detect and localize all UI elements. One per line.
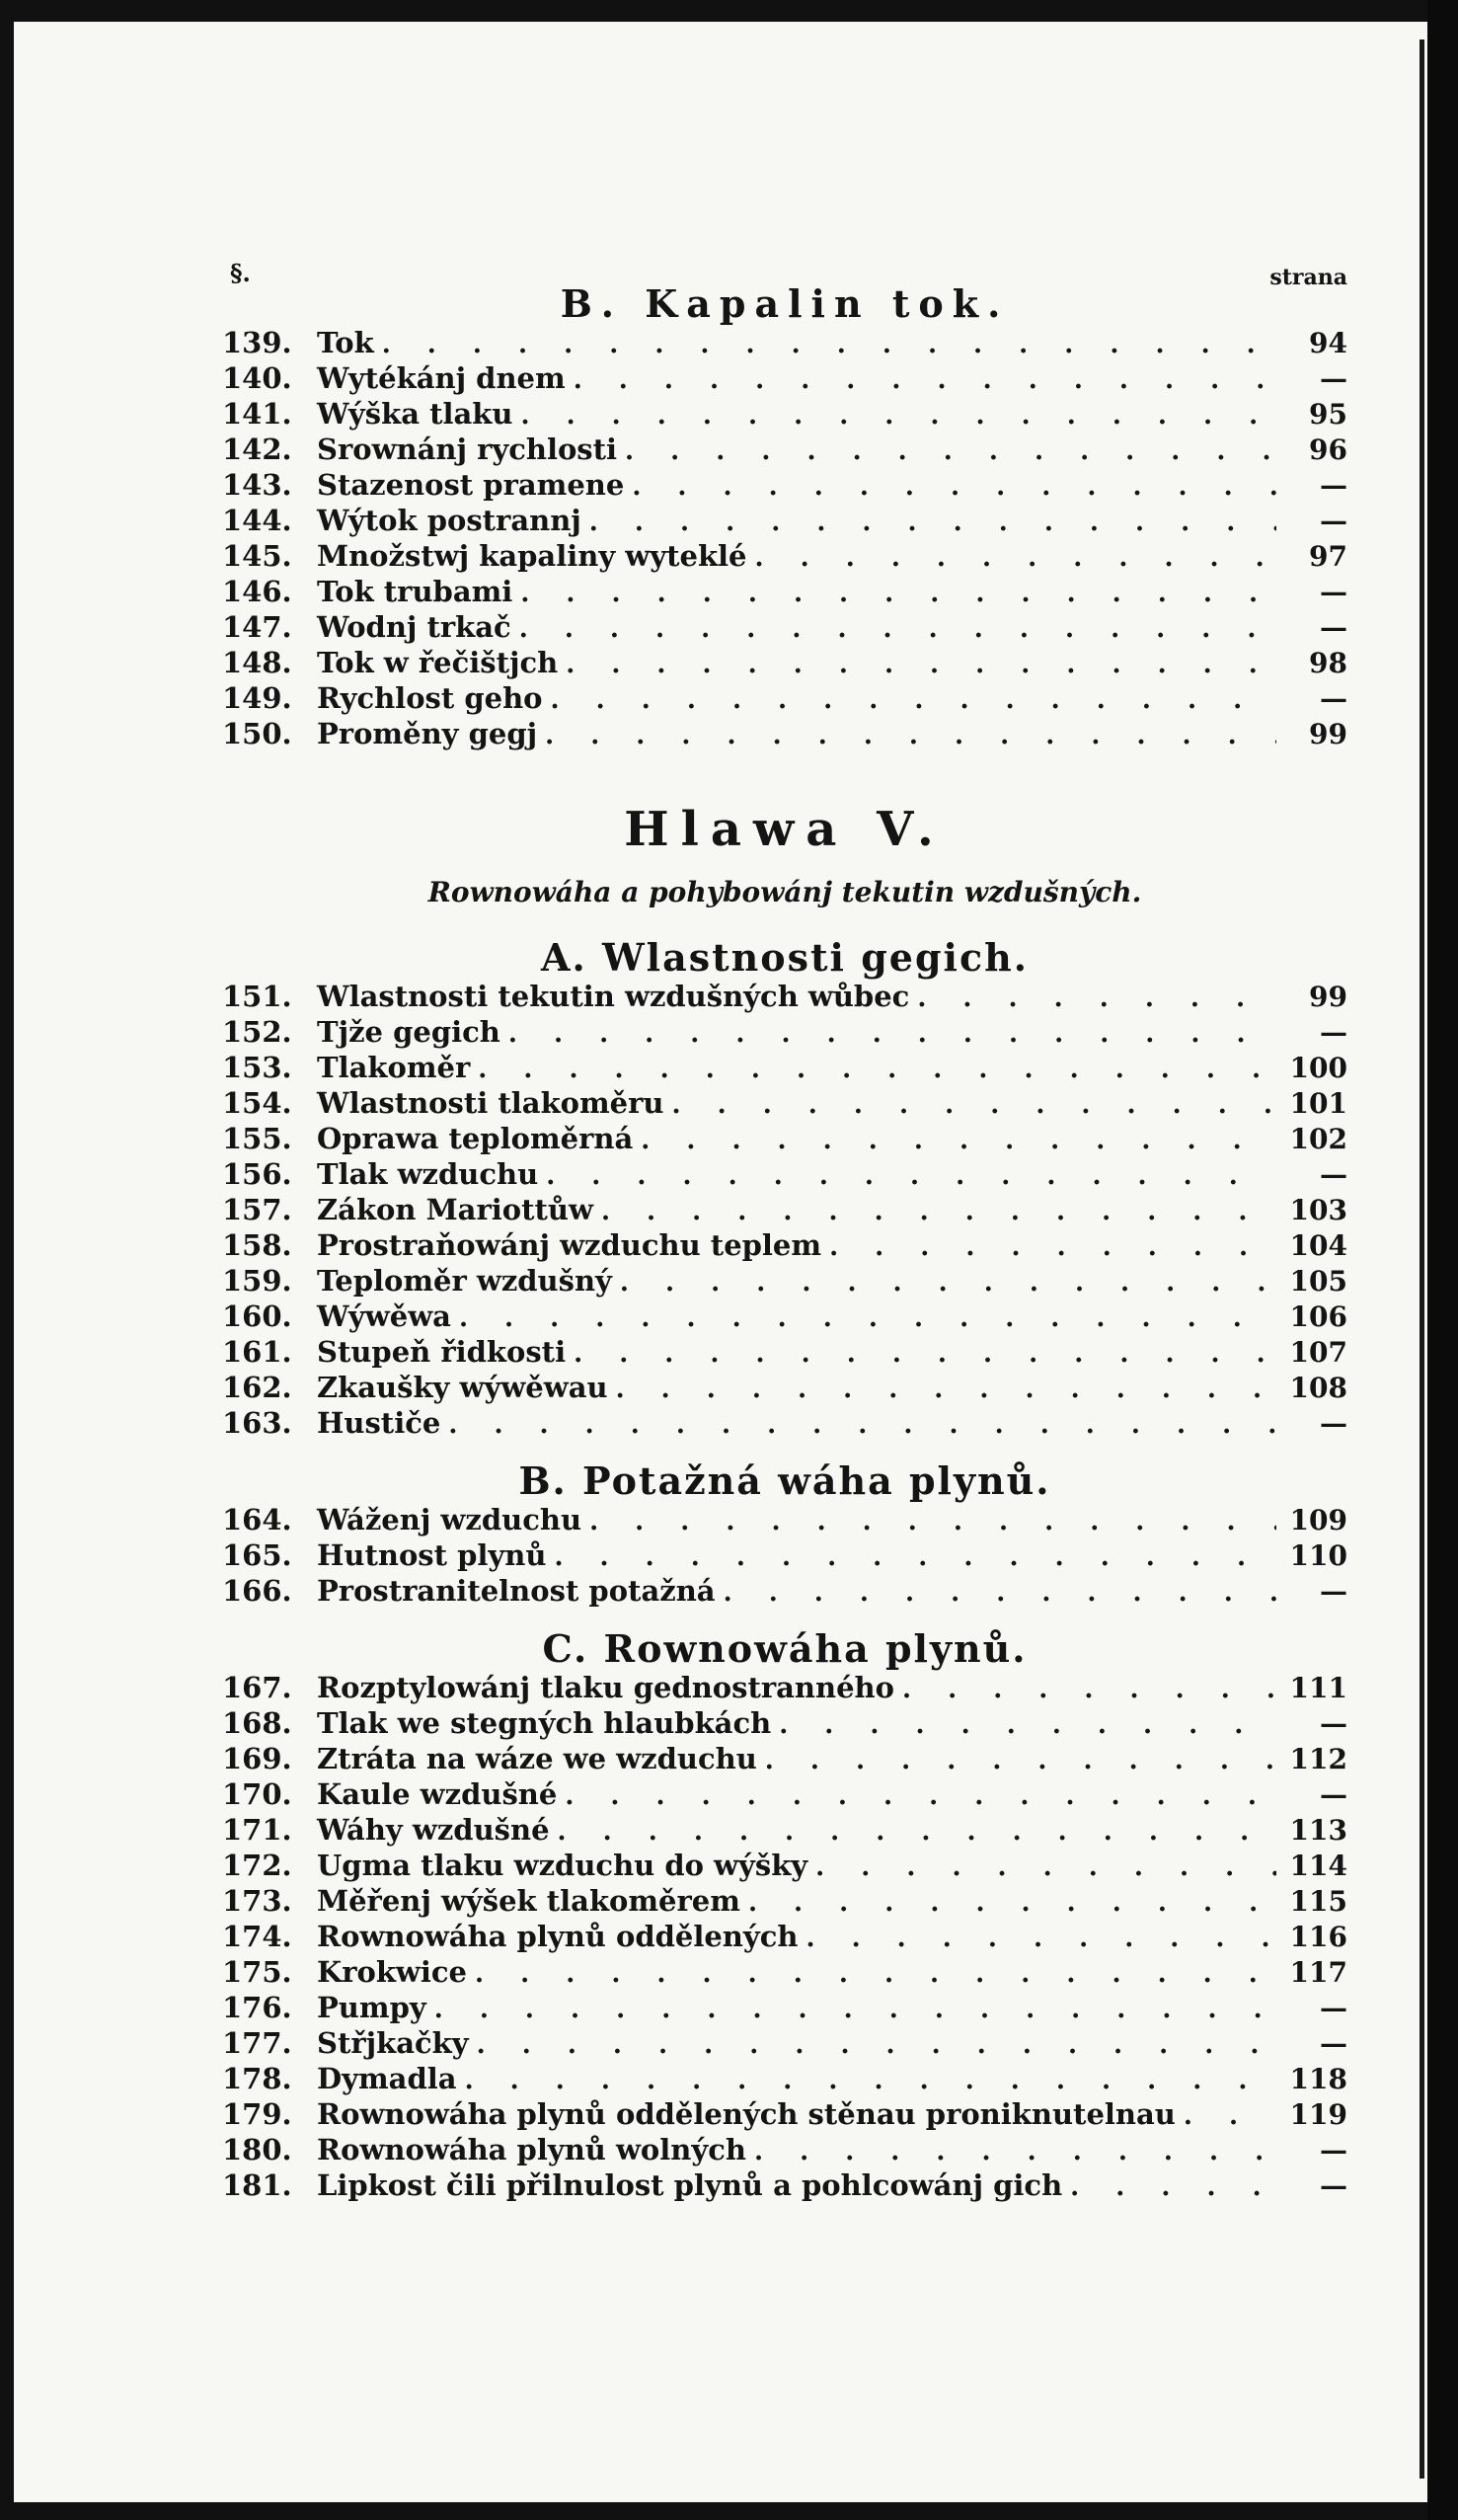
- entry-page: —: [1320, 1778, 1347, 1811]
- toc-entry: [222, 326, 1347, 361]
- entry-title: Proměny gegj: [317, 717, 538, 750]
- entry-page: 107: [1289, 1336, 1347, 1369]
- dot-leader: [589, 508, 1276, 537]
- entry-number: 181.: [222, 2168, 292, 2202]
- entry-page: —: [1320, 611, 1347, 644]
- entry-page: 96: [1309, 433, 1347, 466]
- scan-border: [1427, 0, 1458, 2520]
- section-title-kapalin-tok: B. Kapalin tok.: [560, 281, 1010, 326]
- entry-number: 165.: [222, 1538, 292, 1572]
- entry-page: 98: [1309, 647, 1347, 679]
- entry-number: 162.: [222, 1371, 292, 1404]
- toc-entry: [222, 681, 1347, 717]
- entry-number: 178.: [222, 2062, 292, 2095]
- dot-leader: [754, 2137, 1276, 2166]
- toc-entry: [222, 1157, 1347, 1193]
- toc-entry: [222, 1742, 1347, 1777]
- toc-entry: [222, 2133, 1347, 2168]
- toc-entry: [222, 1920, 1347, 1955]
- toc-entry: [222, 1406, 1347, 1442]
- toc-entry: [222, 980, 1347, 1015]
- toc-entry: [222, 1671, 1347, 1706]
- entry-page: 103: [1289, 1194, 1347, 1226]
- entry-number: 154.: [222, 1086, 292, 1120]
- entry-number: 163.: [222, 1406, 292, 1440]
- entry-number: 159.: [222, 1264, 292, 1298]
- entry-page: 104: [1289, 1229, 1347, 1262]
- chapter-title: Hlawa V.: [624, 802, 946, 857]
- toc-entry: [222, 2026, 1347, 2062]
- entry-title: Dymadla: [317, 2062, 457, 2095]
- entry-number: 180.: [222, 2133, 292, 2166]
- dot-leader: [829, 1232, 1276, 1262]
- entry-title: Lipkost čili přilnulost plynů a pohlcowánj gich: [317, 2168, 1063, 2202]
- entry-page: 106: [1289, 1300, 1347, 1333]
- toc-entry: [222, 1228, 1347, 1264]
- dot-leader: [1184, 2101, 1276, 2131]
- entry-title: Tok: [317, 326, 374, 359]
- entry-page: 102: [1289, 1123, 1347, 1155]
- entry-title: Tlakoměr: [317, 1051, 471, 1084]
- entry-title: Tok w řečištjch: [317, 646, 559, 679]
- dot-leader: [620, 1268, 1276, 1298]
- dot-leader: [616, 1375, 1276, 1404]
- entry-page: —: [1320, 1016, 1347, 1049]
- toc-entry: [222, 1015, 1347, 1051]
- entry-number: 179.: [222, 2097, 292, 2131]
- entry-page: —: [1320, 2027, 1347, 2060]
- entry-page: 100: [1289, 1052, 1347, 1084]
- dot-leader: [748, 1888, 1276, 1918]
- dot-leader: [566, 650, 1276, 679]
- entry-title: Wodnj trkač: [317, 610, 511, 644]
- entry-title: Wýška tlaku: [317, 397, 513, 431]
- entry-number: 153.: [222, 1051, 292, 1084]
- dot-leader: [382, 330, 1276, 359]
- entry-page: 115: [1289, 1885, 1347, 1918]
- toc-entry: [222, 717, 1347, 752]
- entry-number: 172.: [222, 1849, 292, 1882]
- entry-title: Rychlost geho: [317, 681, 543, 715]
- toc-entry: [222, 1193, 1347, 1228]
- entry-title: Wáženj wzduchu: [317, 1503, 582, 1536]
- entry-title: Oprawa teploměrná: [317, 1122, 634, 1155]
- entry-number: 147.: [222, 610, 292, 644]
- entry-number: 168.: [222, 1706, 292, 1740]
- entry-title: Wytékánj dnem: [317, 361, 566, 395]
- dot-leader: [519, 614, 1276, 644]
- entry-number: 170.: [222, 1777, 292, 1811]
- paragraph-symbol: §.: [230, 259, 251, 287]
- page-column-label: strana: [1269, 265, 1347, 290]
- entry-number: 158.: [222, 1228, 292, 1262]
- dot-leader: [545, 721, 1276, 750]
- entry-page: —: [1320, 682, 1347, 715]
- toc-entry: [222, 1813, 1347, 1849]
- entries-rownowaha-plynu: [222, 1671, 1347, 2204]
- entry-title: Měřenj wýšek tlakoměrem: [317, 1884, 740, 1918]
- entry-title: Střjkačky: [317, 2026, 469, 2060]
- entry-title: Rownowáha plynů wolných: [317, 2133, 746, 2166]
- entry-number: 177.: [222, 2026, 292, 2060]
- dot-leader: [434, 1995, 1276, 2024]
- entry-title: Wlastnosti tekutin wzdušných wůbec: [317, 980, 910, 1013]
- entry-title: Hutnost plynů: [317, 1538, 547, 1572]
- dot-leader: [641, 1126, 1276, 1155]
- entry-page: 114: [1289, 1850, 1347, 1882]
- entry-number: 145.: [222, 539, 292, 573]
- toc-entry: [222, 1299, 1347, 1335]
- entries-potazna-waha: [222, 1503, 1347, 1610]
- dot-leader: [520, 401, 1276, 431]
- toc-entry: [222, 1574, 1347, 1610]
- toc-entry: [222, 397, 1347, 433]
- table-of-contents: [222, 259, 1347, 2204]
- toc-entry: [222, 1538, 1347, 1574]
- dot-leader: [554, 1542, 1276, 1572]
- entry-number: 142.: [222, 433, 292, 466]
- entry-number: 146.: [222, 575, 292, 608]
- entry-title: Ztráta na wáze we wzduchu: [317, 1742, 757, 1775]
- entry-number: 176.: [222, 1991, 292, 2024]
- entry-page: —: [1320, 1158, 1347, 1191]
- toc-entry: [222, 1335, 1347, 1371]
- entry-number: 156.: [222, 1157, 292, 1191]
- toc-entry: [222, 1991, 1347, 2026]
- entry-page: —: [1320, 362, 1347, 395]
- entry-page: 112: [1289, 1743, 1347, 1775]
- entry-title: Rozptylowánj tlaku gednostranného: [317, 1671, 894, 1704]
- entry-page: 109: [1289, 1504, 1347, 1536]
- entry-page: 94: [1309, 327, 1347, 359]
- entry-number: 140.: [222, 361, 292, 395]
- column-header: [222, 259, 1347, 292]
- toc-entry: [222, 468, 1347, 504]
- dot-leader: [755, 543, 1276, 573]
- toc-entry: [222, 2097, 1347, 2133]
- toc-entry: [222, 2062, 1347, 2097]
- dot-leader: [765, 1746, 1276, 1775]
- entry-number: 155.: [222, 1122, 292, 1155]
- toc-entry: [222, 1086, 1347, 1122]
- dot-leader: [448, 1410, 1276, 1440]
- entry-page: —: [1320, 469, 1347, 502]
- entry-title: Pumpy: [317, 1991, 426, 2024]
- entry-number: 173.: [222, 1884, 292, 1918]
- toc-entry: [222, 539, 1347, 575]
- entry-number: 149.: [222, 681, 292, 715]
- dot-leader: [558, 1817, 1276, 1847]
- toc-entry: [222, 504, 1347, 539]
- toc-entry: [222, 1503, 1347, 1538]
- toc-entry: [222, 433, 1347, 468]
- entry-number: 167.: [222, 1671, 292, 1704]
- entry-number: 144.: [222, 504, 292, 537]
- entry-title: Wlastnosti tlakoměru: [317, 1086, 664, 1120]
- toc-entry: [222, 575, 1347, 610]
- entry-number: 143.: [222, 468, 292, 502]
- dot-leader: [672, 1090, 1277, 1120]
- section-title-wlastnosti: A. Wlastnosti gegich.: [541, 935, 1029, 980]
- entry-number: 174.: [222, 1920, 292, 1953]
- toc-entry: [222, 1264, 1347, 1299]
- entry-title: Množstwj kapaliny wyteklé: [317, 539, 747, 573]
- section-title-potazna-waha: B. Potažná wáha plynů.: [518, 1458, 1051, 1503]
- section-title-rownowaha-plynu: C. Rownowáha plynů.: [542, 1626, 1028, 1671]
- dot-leader: [815, 1852, 1276, 1882]
- toc-entry: [222, 1706, 1347, 1742]
- dot-leader: [589, 1507, 1276, 1536]
- entry-title: Wýtok postrannj: [317, 504, 581, 537]
- entry-page: —: [1320, 505, 1347, 537]
- entry-number: 150.: [222, 717, 292, 750]
- entry-number: 160.: [222, 1299, 292, 1333]
- toc-entry: [222, 1884, 1347, 1920]
- toc-entry: [222, 1955, 1347, 1991]
- dot-leader: [902, 1675, 1276, 1704]
- dot-leader: [917, 984, 1276, 1013]
- toc-entry: [222, 1777, 1347, 1813]
- dot-leader: [477, 2030, 1276, 2060]
- entry-page: —: [1320, 576, 1347, 608]
- entry-page: —: [1320, 1707, 1347, 1740]
- entry-page: 99: [1309, 981, 1347, 1013]
- dot-leader: [574, 365, 1276, 395]
- entry-number: 139.: [222, 326, 292, 359]
- entry-number: 148.: [222, 646, 292, 679]
- entry-number: 175.: [222, 1955, 292, 1989]
- entry-page: —: [1320, 1407, 1347, 1440]
- page-edge-shadow: [1420, 39, 1424, 2479]
- entry-title: Tjže gegich: [317, 1015, 500, 1049]
- dot-leader: [574, 1339, 1276, 1369]
- toc-entry: [222, 1371, 1347, 1406]
- dot-leader: [465, 2066, 1276, 2095]
- entry-number: 161.: [222, 1335, 292, 1369]
- entry-title: Tok trubami: [317, 575, 513, 608]
- entry-number: 171.: [222, 1813, 292, 1847]
- dot-leader: [546, 1161, 1276, 1191]
- entry-page: 113: [1289, 1814, 1347, 1847]
- entry-page: —: [1320, 2134, 1347, 2166]
- entries-wlastnosti: [222, 980, 1347, 1442]
- dot-leader: [1070, 2172, 1276, 2202]
- entry-page: 110: [1289, 1539, 1347, 1572]
- entry-title: Wýwěwa: [317, 1299, 451, 1333]
- dot-leader: [565, 1781, 1276, 1811]
- entry-number: 169.: [222, 1742, 292, 1775]
- entry-number: 166.: [222, 1574, 292, 1608]
- entry-title: Krokwice: [317, 1955, 468, 1989]
- entry-page: 99: [1309, 718, 1347, 750]
- dot-leader: [478, 1055, 1276, 1084]
- entry-page: 116: [1289, 1921, 1347, 1953]
- entry-title: Rownowáha plynů oddělených: [317, 1920, 799, 1953]
- dot-leader: [779, 1710, 1276, 1740]
- entry-page: 95: [1309, 398, 1347, 431]
- toc-entry: [222, 610, 1347, 646]
- entry-page: 105: [1289, 1265, 1347, 1298]
- entry-title: Tlak wzduchu: [317, 1157, 539, 1191]
- toc-entry: [222, 2168, 1347, 2204]
- entry-title: Stazenost pramene: [317, 468, 625, 502]
- entry-page: —: [1320, 2169, 1347, 2202]
- entry-title: Kaule wzdušné: [317, 1777, 558, 1811]
- dot-leader: [520, 579, 1276, 608]
- entry-page: 111: [1289, 1672, 1347, 1704]
- entry-page: —: [1320, 1575, 1347, 1608]
- entry-number: 157.: [222, 1193, 292, 1226]
- entry-title: Wáhy wzdušné: [317, 1813, 550, 1847]
- entry-title: Prostraňowánj wzduchu teplem: [317, 1228, 822, 1262]
- entry-title: Ugma tlaku wzduchu do wýšky: [317, 1849, 808, 1882]
- dot-leader: [475, 1959, 1276, 1989]
- entry-title: Srownánj rychlosti: [317, 433, 618, 466]
- entry-title: Rownowáha plynů oddělených stěnau proniknutelnau: [317, 2097, 1176, 2131]
- chapter-subtitle: Rownowáha a pohybowánj tekutin wzdušných.: [427, 876, 1142, 908]
- dot-leader: [724, 1578, 1276, 1608]
- entry-title: Stupeň řidkosti: [317, 1335, 567, 1369]
- toc-entry: [222, 1051, 1347, 1086]
- toc-entry: [222, 1849, 1347, 1884]
- dot-leader: [508, 1019, 1276, 1049]
- entry-number: 151.: [222, 980, 292, 1013]
- entry-title: Zkaušky wýwěwau: [317, 1371, 608, 1404]
- dot-leader: [601, 1197, 1276, 1226]
- toc-entry: [222, 646, 1347, 681]
- entries-kapalin-tok: [222, 326, 1347, 752]
- entry-title: Hustiče: [317, 1406, 441, 1440]
- toc-entry: [222, 361, 1347, 397]
- entry-page: 117: [1289, 1956, 1347, 1989]
- entry-title: Tlak we stegných hlaubkách: [317, 1706, 772, 1740]
- entry-page: 118: [1289, 2063, 1347, 2095]
- entry-number: 152.: [222, 1015, 292, 1049]
- dot-leader: [625, 436, 1276, 466]
- entry-page: —: [1320, 1992, 1347, 2024]
- dot-leader: [459, 1303, 1276, 1333]
- entry-title: Teploměr wzdušný: [317, 1264, 612, 1298]
- dot-leader: [806, 1924, 1276, 1953]
- toc-entry: [222, 1122, 1347, 1157]
- entry-title: Prostranitelnost potažná: [317, 1574, 716, 1608]
- dot-leader: [632, 472, 1276, 502]
- entry-number: 164.: [222, 1503, 292, 1536]
- dot-leader: [551, 685, 1276, 715]
- entry-page: 108: [1289, 1372, 1347, 1404]
- entry-page: 101: [1289, 1087, 1347, 1120]
- entry-page: 119: [1289, 2098, 1347, 2131]
- entry-title: Zákon Mariottůw: [317, 1193, 593, 1226]
- entry-number: 141.: [222, 397, 292, 431]
- entry-page: 97: [1309, 540, 1347, 573]
